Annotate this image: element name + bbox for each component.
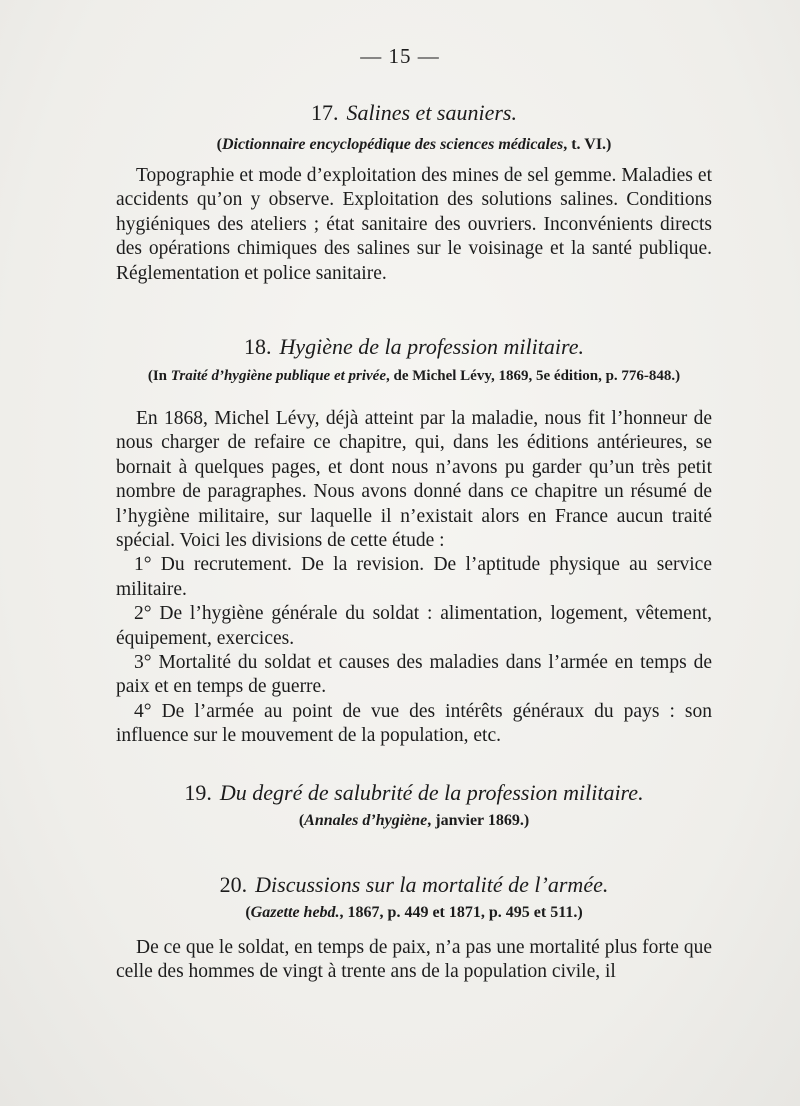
source-open: ( <box>298 812 305 829</box>
section-number: 18. <box>244 334 272 359</box>
section-number: 19. <box>184 780 212 805</box>
source-title: Annales d’hygiène <box>304 812 428 829</box>
section-source <box>116 136 712 154</box>
section-source <box>116 904 712 922</box>
section-17 <box>116 100 712 286</box>
source-title: Dictionnaire encyclopédique des sciences médicales <box>221 136 564 153</box>
list-item: 1° Du recrutement. De la revision. De l’aptitude physique au service militaire. <box>116 554 712 600</box>
source-details: , de Michel Lévy, 1869, 5e édition, p. 776-848.) <box>386 368 681 384</box>
list-item: 4° De l’armée au point de vue des intérêts généraux du pays : son influence sur le mouvement de la population, etc. <box>116 700 712 747</box>
section-source <box>116 368 712 385</box>
section-heading <box>116 334 712 360</box>
source-open: ( <box>245 904 251 921</box>
source-open: ( <box>216 136 222 153</box>
section-18 <box>116 334 712 749</box>
source-title: Gazette hebd. <box>250 904 340 921</box>
source-details: , janvier 1869.) <box>427 812 530 829</box>
section-body: Topographie et mode d’exploitation des mines de sel gemme. Maladies et accidents qu’on y observe. Exploitation des solutions salines. Conditions hygiéniques des ateliers ; état sanitaire des ouvriers. Inconvénients directs des opérations chimiques des salines sur le voisinage et la santé publique. Réglementation et police sanitaire. <box>116 165 712 284</box>
section-heading <box>116 100 712 126</box>
section-intro: En 1868, Michel Lévy, déjà atteint par la maladie, nous fit l’honneur de nous charger de refaire ce chapitre, qui, dans les éditions antérieures, se bornait à quelques pages, et dont nous n’avons pu garder qu’un très petit nombre de paragraphes. Nous avons donné dans ce chapitre un résumé de l’hygiène militaire, sur laquelle il n’existait alors en France aucun traité spécial. Voici les divisions de cette étude : <box>116 408 712 552</box>
source-details: , 1867, p. 449 et 1871, p. 495 et 511.) <box>339 904 583 921</box>
section-title: Hygiène de la profession militaire. <box>279 334 584 359</box>
section-20 <box>116 872 712 985</box>
section-19 <box>116 780 712 830</box>
section-title: Salines et sauniers. <box>346 100 517 125</box>
section-source <box>116 812 712 830</box>
section-number: 20. <box>219 872 248 897</box>
section-number: 17. <box>311 100 339 125</box>
source-open: (In <box>147 368 171 384</box>
source-details: , t. VI.) <box>563 136 612 153</box>
source-title: Traité d’hygiène publique et privée <box>170 368 387 384</box>
section-title: Discussions sur la mortalité de l’armée. <box>255 872 609 897</box>
list-item: 2° De l’hygiène générale du soldat : alimentation, logement, vêtement, équipement, exercices. <box>116 603 712 649</box>
page-number: — 15 — <box>360 44 440 68</box>
list-item: 3° Mortalité du soldat et causes des maladies dans l’armée en temps de paix et en temps de guerre. <box>116 652 712 698</box>
section-heading <box>116 872 712 898</box>
section-title: Du degré de salubrité de la profession militaire. <box>219 780 644 805</box>
section-body: De ce que le soldat, en temps de paix, n’a pas une mortalité plus forte que celle des hommes de vingt à trente ans de la population civile, il <box>116 937 712 983</box>
section-heading <box>116 780 712 806</box>
